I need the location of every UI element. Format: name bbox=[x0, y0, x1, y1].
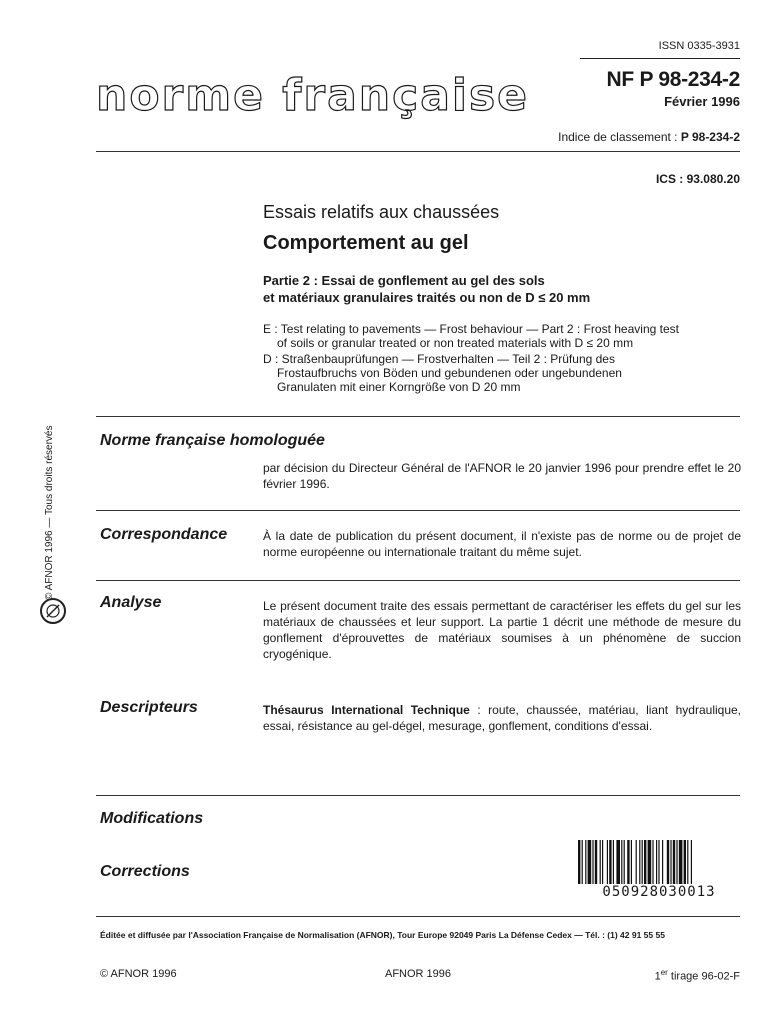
publisher-line: Éditée et diffusée par l'Association Française de Normalisation (AFNOR), Tour Europe 92049 Paris La Défense Cedex — Tél. : (1) 42 91 55 55 bbox=[100, 930, 665, 940]
descripteurs-text: : route, chaussée, matériau, liant hydraulique, essai, résistance au gel-dégel, mesurage, gonflement, conditions d'essai. bbox=[263, 703, 741, 733]
side-copyright-text: © AFNOR 1996 — Tous droits réservés bbox=[44, 425, 55, 600]
indice-label: Indice de classement : bbox=[558, 130, 681, 144]
barcode-bar bbox=[578, 840, 580, 884]
indice-value: P 98-234-2 bbox=[680, 130, 740, 144]
barcode-bar bbox=[670, 840, 671, 884]
part-title-line1: Partie 2 : Essai de gonflement au gel des sols bbox=[263, 273, 545, 288]
barcode-bar bbox=[607, 840, 608, 884]
barcode-bar bbox=[631, 840, 632, 884]
german-title bbox=[263, 352, 743, 394]
section-title-corrections: Corrections bbox=[100, 863, 190, 880]
barcode-bar bbox=[585, 840, 586, 884]
section-title-homologuee: Norme française homologuée bbox=[100, 432, 325, 449]
barcode-bar bbox=[644, 840, 646, 884]
divider-6 bbox=[96, 916, 740, 917]
barcode-bar bbox=[652, 840, 653, 884]
ics-code: ICS : 93.080.20 bbox=[655, 172, 740, 186]
barcode-bar bbox=[609, 840, 611, 884]
divider-3 bbox=[96, 510, 740, 511]
section-body-analyse: Le présent document traite des essais permettant de caractériser les effets du gel sur les matériaux de chaussées et leur support. La partie 1 décrit une méthode de mesure du gonflement d'éprouvettes de matériaux soumises à un phénomène de succion cryogénique. bbox=[263, 599, 741, 661]
publication-date: Février 1996 bbox=[664, 94, 740, 109]
barcode-bar bbox=[616, 840, 620, 884]
section-body-descripteurs bbox=[263, 702, 741, 734]
barcode-bar bbox=[691, 840, 692, 884]
brand-logo-text: norme française bbox=[96, 70, 530, 121]
part-title-line2: et matériaux granulaires traités ou non de D ≤ 20 mm bbox=[263, 290, 591, 305]
section-title-modifications: Modifications bbox=[100, 810, 204, 827]
tirage-sup: er bbox=[660, 968, 668, 977]
barcode-bar bbox=[624, 840, 625, 884]
descripteurs-label: Thésaurus International Technique bbox=[263, 703, 470, 717]
tirage-text: tirage 96-02-F bbox=[667, 970, 740, 983]
german-title-line2: Frostaufbruchs von Böden und gebundenen oder ungebundenen bbox=[277, 366, 622, 380]
german-title-line1: D : Straßenbauprüfungen — Frostverhalten — Teil 2 : Prüfung des bbox=[263, 352, 615, 366]
barcode-bar bbox=[648, 840, 652, 884]
barcode-bar bbox=[627, 840, 629, 884]
barcode-bar bbox=[662, 840, 663, 884]
divider-1 bbox=[96, 151, 740, 152]
english-title bbox=[263, 322, 743, 350]
german-title-line3: Granulaten mit einer Korngröße von D 20 mm bbox=[277, 380, 521, 394]
footer-center: AFNOR 1996 bbox=[385, 968, 452, 980]
footer-tirage bbox=[600, 968, 740, 983]
barcode-bar bbox=[639, 840, 640, 884]
indice-classement bbox=[400, 130, 740, 144]
divider-5 bbox=[96, 795, 740, 796]
standard-id: NF P 98-234-2 bbox=[606, 68, 740, 91]
section-body-homologuee: par décision du Directeur Général de l'AFNOR le 20 janvier 1996 pour prendre effet le 20 février 1996. bbox=[263, 461, 741, 491]
barcode-bar bbox=[613, 840, 614, 884]
afnor-seal-icon bbox=[40, 598, 66, 624]
divider-2 bbox=[96, 416, 740, 417]
barcode bbox=[578, 840, 740, 884]
barcode-bar bbox=[667, 840, 669, 884]
issn-number: ISSN 0335-3931 bbox=[658, 40, 740, 52]
barcode-bar bbox=[600, 840, 601, 884]
barcode-bar bbox=[687, 840, 688, 884]
section-body-correspondance: À la date de publication du présent document, il n'existe pas de norme ou de projet de norme européenne ou internationale traitant du même sujet. bbox=[263, 529, 741, 559]
barcode-bar bbox=[592, 840, 593, 884]
section-title-descripteurs: Descripteurs bbox=[100, 699, 198, 716]
part-title bbox=[263, 272, 733, 306]
barcode-number: 050928030013 bbox=[602, 884, 716, 900]
barcode-bar bbox=[588, 840, 592, 884]
divider-4 bbox=[96, 580, 740, 581]
main-title: Comportement au gel bbox=[263, 232, 469, 254]
english-title-line2: of soils or granular treated or non treated materials with D ≤ 20 mm bbox=[277, 336, 634, 350]
footer-copyright: © AFNOR 1996 bbox=[100, 968, 177, 980]
english-title-line1: E : Test relating to pavements — Frost behaviour — Part 2 : Frost heaving test bbox=[263, 322, 679, 336]
barcode-bar bbox=[621, 840, 622, 884]
section-title-analyse: Analyse bbox=[100, 594, 162, 611]
tirage-number: 1 bbox=[654, 970, 661, 983]
barcode-bar bbox=[602, 840, 603, 884]
barcode-bar bbox=[676, 840, 677, 884]
barcode-bar bbox=[642, 840, 643, 884]
barcode-bar bbox=[684, 840, 686, 884]
header-divider bbox=[580, 58, 740, 59]
section-title-correspondance: Correspondance bbox=[100, 526, 228, 543]
barcode-bar bbox=[636, 840, 637, 884]
side-copyright bbox=[32, 400, 92, 650]
barcode-bar bbox=[582, 840, 583, 884]
barcode-bar bbox=[673, 840, 675, 884]
subject-title: Essais relatifs aux chaussées bbox=[263, 202, 500, 222]
barcode-bar bbox=[679, 840, 683, 884]
barcode-bar bbox=[595, 840, 597, 884]
barcode-bar bbox=[658, 840, 659, 884]
barcode-bar bbox=[656, 840, 657, 884]
